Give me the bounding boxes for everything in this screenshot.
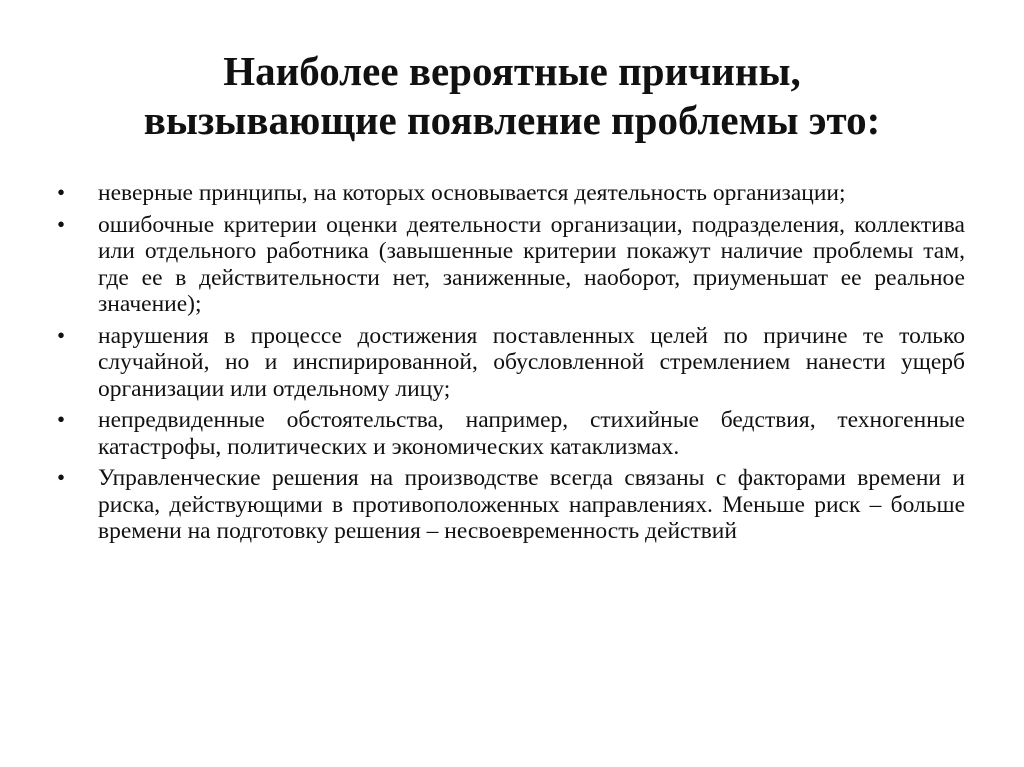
bullet-text: непредвиденные обстоятельства, например, стихийные бедствия, техногенные катастрофы, политических и экономических катаклизмах. bbox=[98, 407, 965, 460]
bullet-marker: • bbox=[57, 211, 66, 237]
bullet-item-4 bbox=[57, 407, 965, 460]
bullet-item-3 bbox=[57, 323, 965, 403]
bullet-text: неверные принципы, на которых основывается деятельность организации; bbox=[98, 180, 846, 206]
bullet-text: нарушения в процессе достижения поставленных целей по причине те только случайной, но и инспирированной, обусловленной стремлением нанести ущерб организации или отдельному лицу; bbox=[98, 322, 965, 402]
bullet-marker: • bbox=[57, 465, 66, 490]
title-line-1: Наиболее вероятные причины, bbox=[223, 48, 801, 94]
slide-title bbox=[60, 47, 964, 145]
bullet-text: ошибочные критерии оценки деятельности организации, подразделения, коллектива или отдельного работника (завышенные критерии покажут наличие проблемы там, где ее в действительности нет, заниженные, наоборот, приуменьшат ее реальное значение); bbox=[98, 211, 965, 317]
bullet-marker: • bbox=[57, 407, 66, 432]
title-line-2: вызывающие появление проблемы это: bbox=[143, 97, 881, 143]
bullet-item-1 bbox=[57, 180, 965, 207]
bullet-list bbox=[57, 180, 965, 550]
bullet-marker: • bbox=[57, 180, 66, 205]
bullet-text: Управленческие решения на производстве всегда связаны с факторами времени и риска, действующими в противоположенных направлениях. Меньше риск – больше времени на подготовку решения – несвоевременность действий bbox=[98, 465, 965, 544]
bullet-marker: • bbox=[57, 322, 66, 348]
bullet-item-2 bbox=[57, 212, 965, 318]
bullet-item-5 bbox=[57, 465, 965, 545]
